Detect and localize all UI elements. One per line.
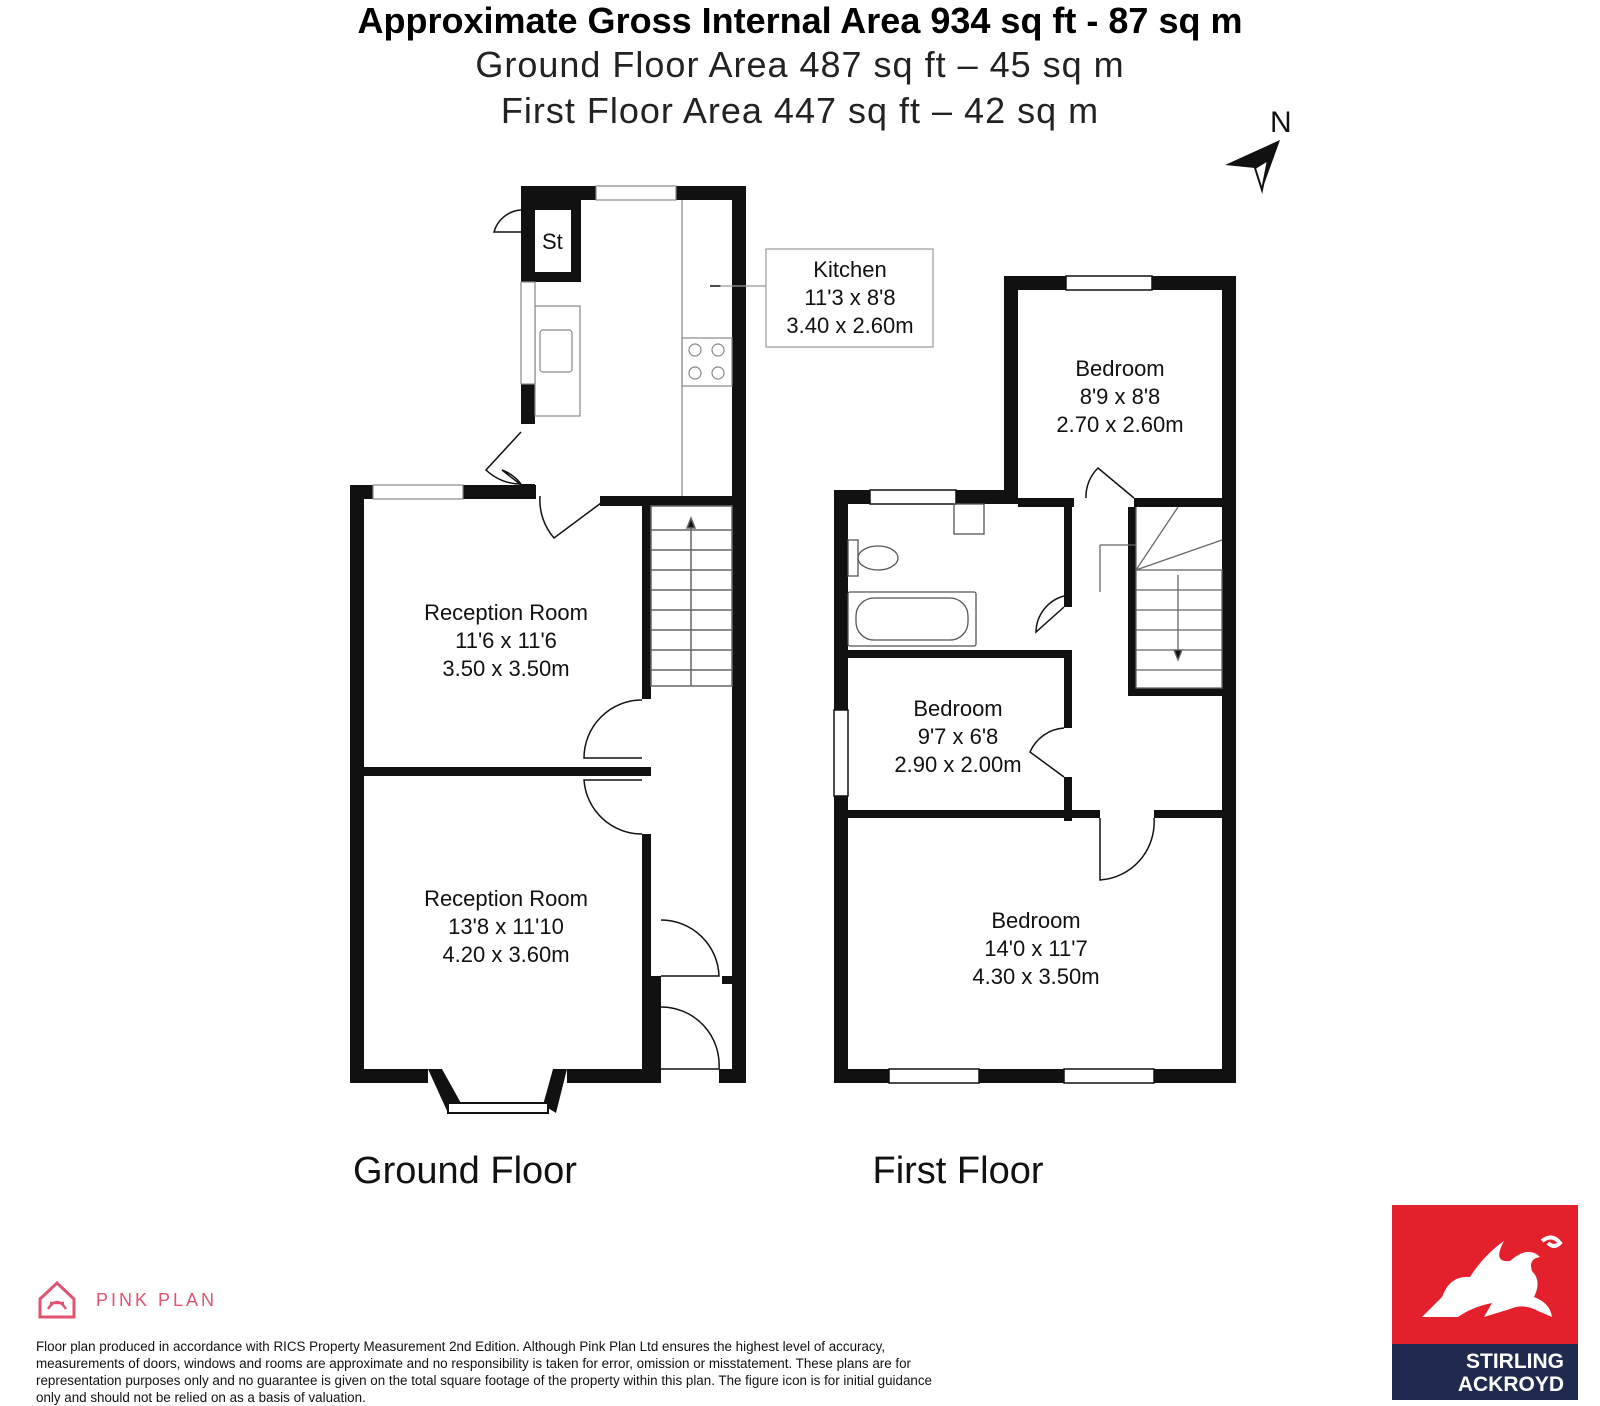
kitchen-name: Kitchen bbox=[813, 257, 887, 282]
bedroom-small-metric: 2.90 x 2.00m bbox=[894, 752, 1022, 777]
bedroom-rear-imperial: 8'9 x 8'8 bbox=[1079, 384, 1161, 409]
griffin-icon bbox=[1392, 1205, 1578, 1344]
hall-right-wall bbox=[732, 496, 746, 1083]
compass-label: N bbox=[1270, 106, 1292, 139]
first-floor-area-heading: First Floor Area 447 sq ft – 42 sq m bbox=[500, 90, 1100, 131]
ground-stairs bbox=[651, 506, 732, 686]
bathroom-wall bbox=[848, 650, 1072, 658]
bedroom-front-imperial: 14'0 x 11'7 bbox=[984, 936, 1088, 961]
kitchen-imperial: 11'3 x 8'8 bbox=[804, 285, 896, 310]
reception-front-metric: 4.20 x 3.60m bbox=[442, 942, 570, 967]
disclaimer-text: Floor plan produced in accordance with RICS Property Measurement 2nd Edition. Although Pink Plan Ltd ensures the highest level of accuracy, measurements of doors, windows and rooms are approximate and no responsibility is taken for error, omission or misstatement. These plans are for representation purposes only and no guarantee is given on the total square footage of the property within this plan. The figure icon is for initial guidance only and should not be relied on as a basis of valuation. bbox=[36, 1339, 933, 1405]
ground-floor-title: Ground Floor bbox=[353, 1150, 577, 1192]
logo-line1: STIRLING bbox=[1466, 1350, 1564, 1373]
first-floor-title: First Floor bbox=[872, 1150, 1044, 1192]
bedroom-rear-metric: 2.70 x 2.60m bbox=[1056, 412, 1184, 437]
reception-rear-metric: 3.50 x 3.50m bbox=[442, 656, 570, 681]
bedroom-small-imperial: 9'7 x 6'8 bbox=[917, 724, 999, 749]
pink-plan-text: PINK PLAN bbox=[96, 1289, 218, 1310]
reception-front-name: Reception Room bbox=[424, 886, 588, 911]
reception-front-imperial: 13'8 x 11'10 bbox=[448, 914, 564, 939]
store-wall bbox=[571, 200, 581, 282]
bedroom-rear-name: Bedroom bbox=[1075, 356, 1165, 381]
bedroom-small-name: Bedroom bbox=[913, 696, 1003, 721]
reception-rear-name: Reception Room bbox=[424, 600, 588, 625]
ground-floor-area-heading: Ground Floor Area 487 sq ft – 45 sq m bbox=[475, 44, 1125, 85]
reception-divider-wall bbox=[364, 767, 651, 776]
stirling-ackroyd-logo bbox=[1392, 1205, 1578, 1400]
gross-area-heading: Approximate Gross Internal Area 934 sq ft - 87 sq m bbox=[357, 0, 1243, 41]
bedroom-front-name: Bedroom bbox=[991, 908, 1081, 933]
kitchen-left-wall-lower bbox=[521, 384, 535, 424]
logo-navy-panel bbox=[1392, 1344, 1578, 1400]
kitchen-metric: 3.40 x 2.60m bbox=[786, 313, 914, 338]
pink-plan-logo-icon bbox=[36, 1279, 78, 1321]
logo-line2: ACKROYD bbox=[1457, 1373, 1564, 1396]
first-floor-stairs bbox=[1100, 507, 1222, 688]
bathroom-fixtures bbox=[848, 504, 984, 646]
bedroom-front-metric: 4.30 x 3.50m bbox=[972, 964, 1100, 989]
north-compass-icon bbox=[1225, 106, 1292, 190]
store-label: St bbox=[542, 229, 563, 254]
ground-left-wall bbox=[350, 485, 364, 1083]
first-floor-plan bbox=[834, 276, 1236, 1192]
kitchen-right-wall bbox=[732, 186, 746, 498]
reception-rear-imperial: 11'6 x 11'6 bbox=[455, 628, 557, 653]
logo-red-panel bbox=[1392, 1205, 1578, 1344]
pink-plan-brand bbox=[36, 1278, 217, 1322]
